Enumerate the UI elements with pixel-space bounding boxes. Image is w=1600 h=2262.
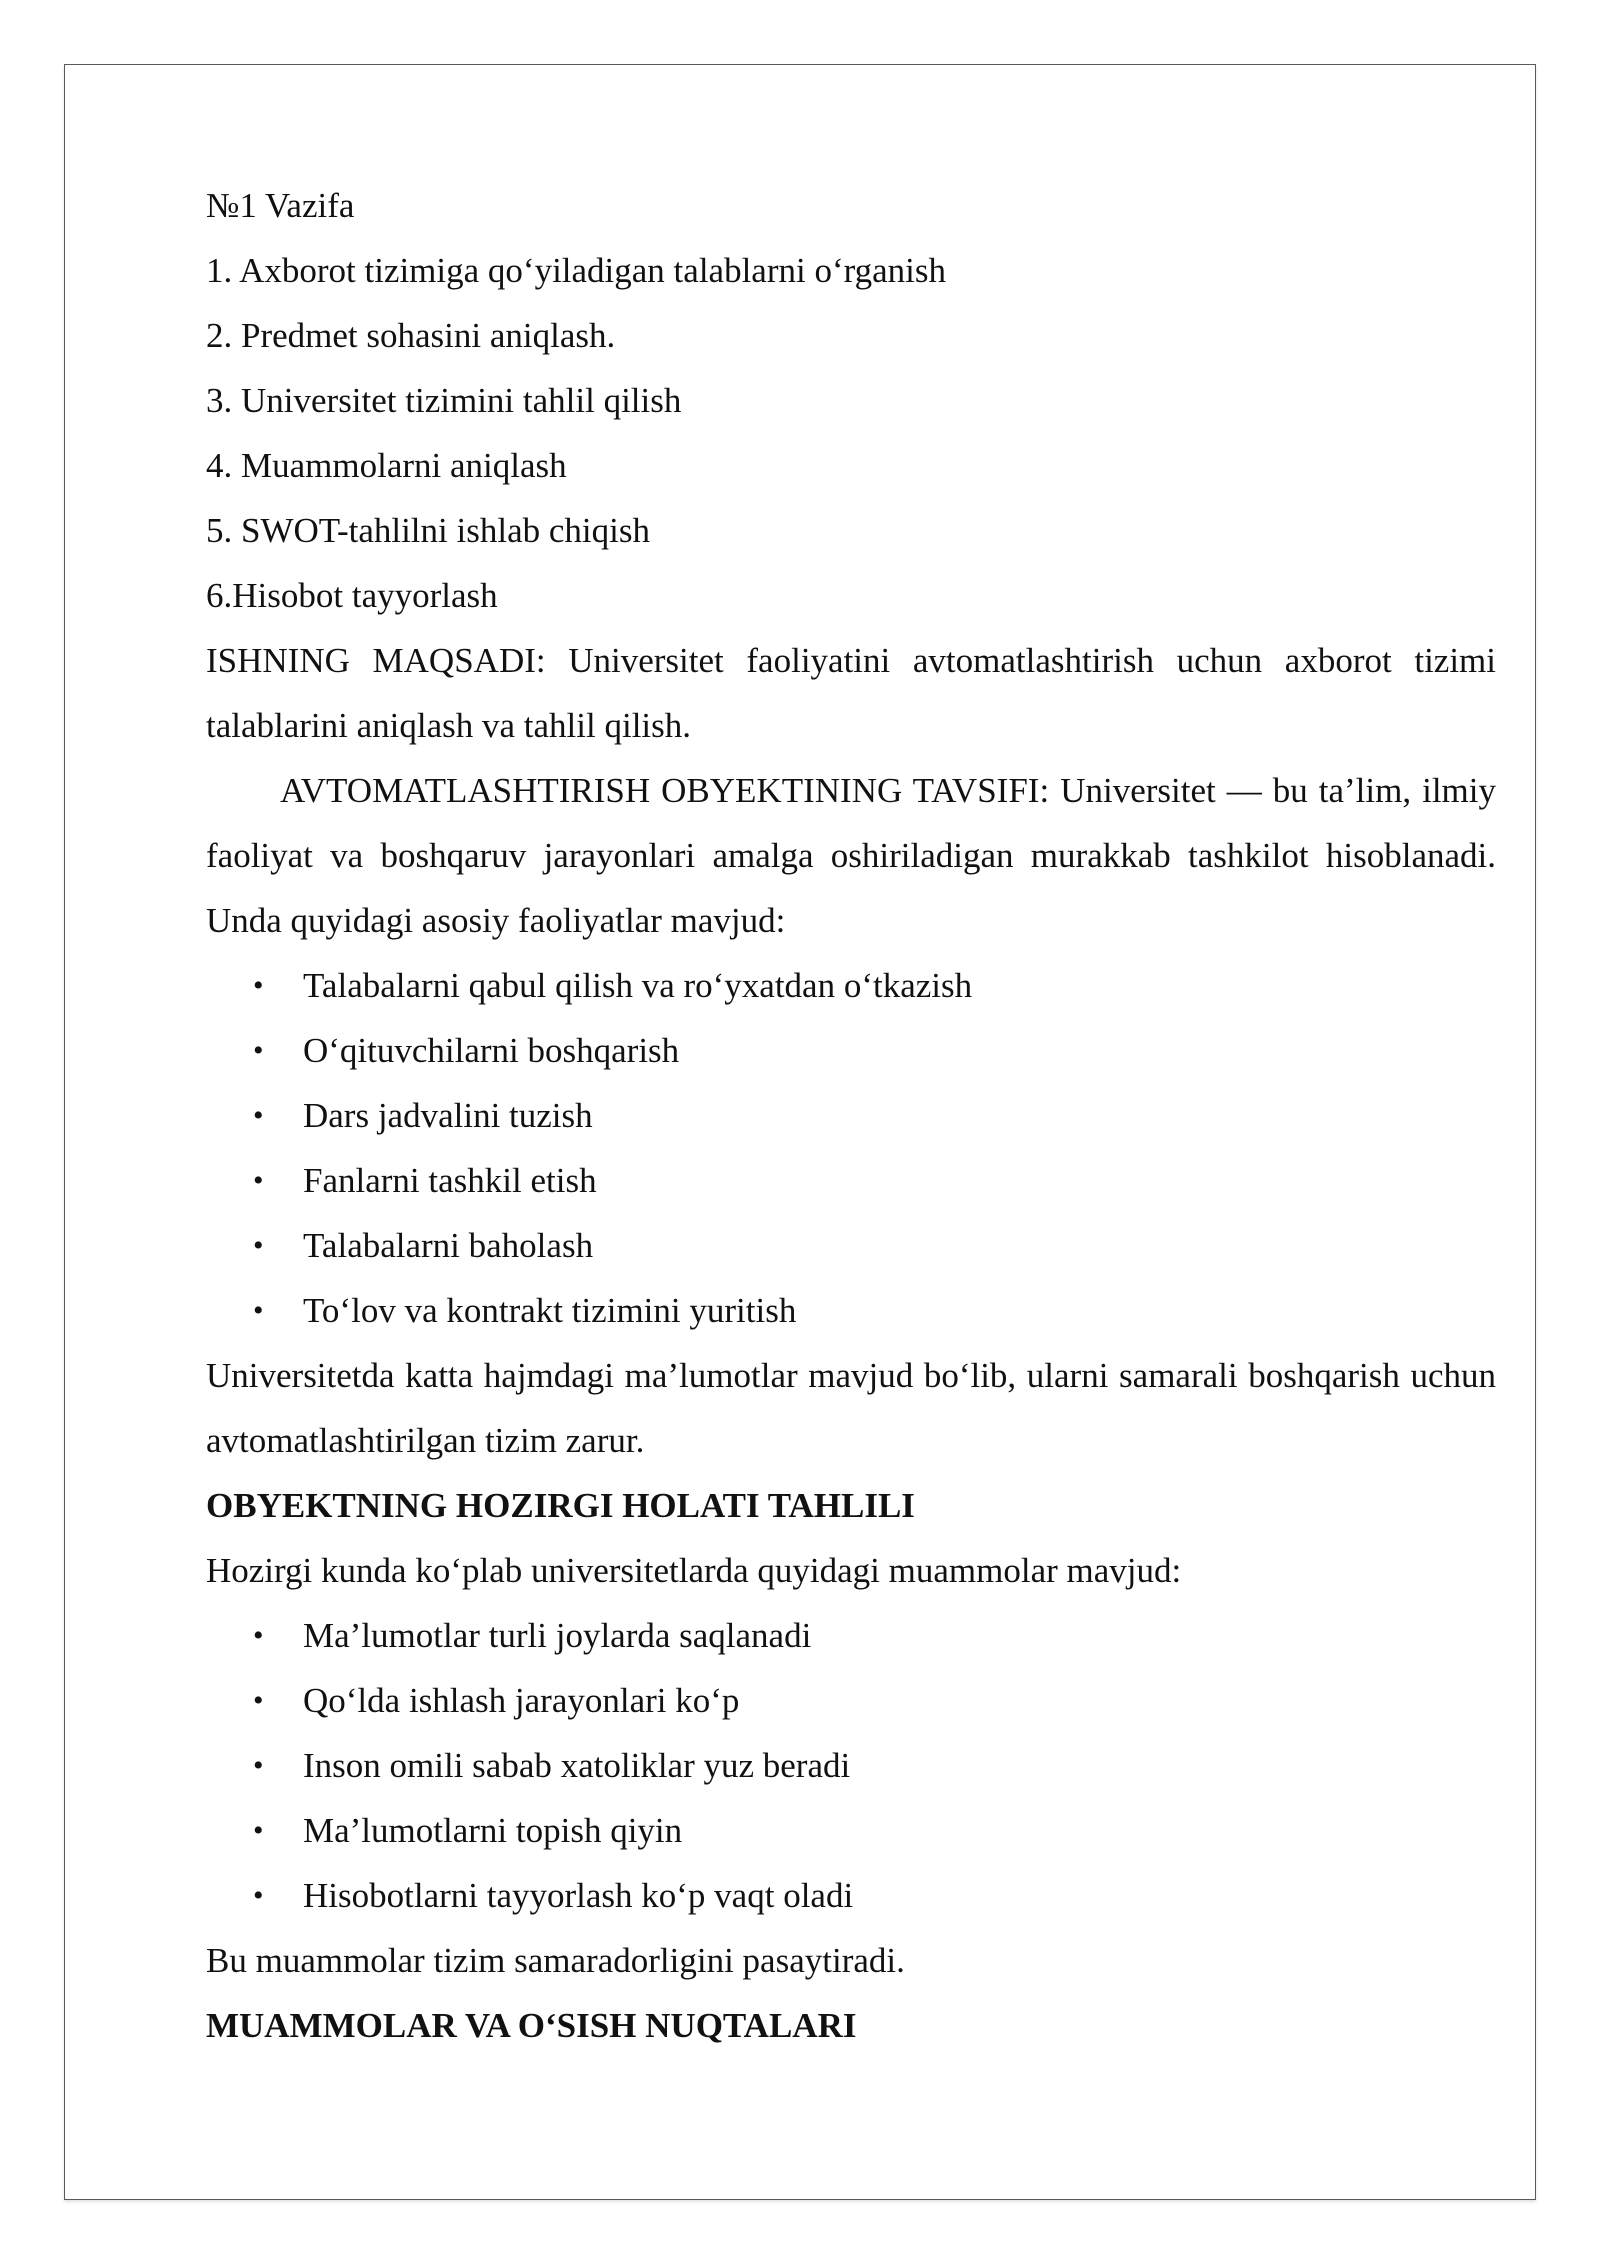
section-heading-growth: MUAMMOLAR VA O‘SISH NUQTALARI: [206, 2006, 857, 2045]
list-item-text: Talabalarni qabul qilish va ro‘yxatdan o‘tkazish: [303, 966, 973, 1005]
bullet-icon: •: [253, 1749, 264, 1782]
list-item-text: Ma’lumotlar turli joylarda saqlanadi: [303, 1616, 812, 1655]
list-item: [206, 1018, 1496, 1083]
list-item: [206, 1148, 1496, 1213]
bullet-icon: •: [253, 969, 264, 1002]
task-item: 1. Axborot tizimiga qo‘yiladigan talablarni o‘rganish: [206, 251, 947, 290]
bullet-icon: •: [253, 1684, 264, 1717]
list-item: [206, 953, 1496, 1018]
bullet-icon: •: [253, 1294, 264, 1327]
task-item: 4. Muammolarni aniqlash: [206, 446, 567, 485]
list-item-text: O‘qituvchilarni boshqarish: [303, 1031, 680, 1070]
document-body: [206, 173, 1496, 2058]
list-item-text: Ma’lumotlarni topish qiyin: [303, 1811, 683, 1850]
task-list: [206, 238, 1496, 628]
task-item: 2. Predmet sohasini aniqlash.: [206, 316, 616, 355]
list-item: [206, 1863, 1496, 1928]
list-item-text: Talabalarni baholash: [303, 1226, 594, 1265]
list-item-text: Inson omili sabab xatoliklar yuz beradi: [303, 1746, 851, 1785]
bullet-icon: •: [253, 1229, 264, 1262]
task-item: 5. SWOT-tahlilni ishlab chiqish: [206, 511, 650, 550]
bullet-icon: •: [253, 1619, 264, 1652]
list-item-text: Dars jadvalini tuzish: [303, 1096, 593, 1135]
list-item: [206, 1733, 1496, 1798]
list-item: [206, 1278, 1496, 1343]
list-item: [206, 1083, 1496, 1148]
activities-list: [206, 953, 1496, 1343]
list-item: [206, 1798, 1496, 1863]
section-heading-current-state: OBYEKTNING HOZIRGI HOLATI TAHLILI: [206, 1486, 915, 1525]
list-item-text: Qo‘lda ishlash jarayonlari ko‘p: [303, 1681, 740, 1720]
list-item-text: To‘lov va kontrakt tizimini yuritish: [303, 1291, 797, 1330]
bullet-icon: •: [253, 1879, 264, 1912]
document-title: №1 Vazifa: [206, 186, 355, 225]
object-description-paragraph: AVTOMATLASHTIRISH OBYEKTINING TAVSIFI: Universitet — bu ta’lim, ilmiy faoliyat va boshqaruv jarayonlari amalga oshiriladigan murakkab tashkilot hisoblanadi. Unda quyidagi asosiy faoliyatlar mavjud:: [206, 771, 1496, 940]
current-state-intro: Hozirgi kunda ko‘plab universitetlarda quyidagi muammolar mavjud:: [206, 1551, 1182, 1590]
list-item: [206, 1603, 1496, 1668]
bullet-icon: •: [253, 1814, 264, 1847]
list-item-text: Hisobotlarni tayyorlash ko‘p vaqt oladi: [303, 1876, 854, 1915]
bullet-icon: •: [253, 1034, 264, 1067]
list-item: [206, 1213, 1496, 1278]
task-item: 6.Hisobot tayyorlash: [206, 576, 498, 615]
list-item-text: Fanlarni tashkil etish: [303, 1161, 597, 1200]
bullet-icon: •: [253, 1099, 264, 1132]
data-volume-paragraph: Universitetda katta hajmdagi ma’lumotlar mavjud bo‘lib, ularni samarali boshqarish uchun avtomatlashtirilgan tizim zarur.: [206, 1356, 1496, 1460]
problems-list: [206, 1603, 1496, 1928]
goal-paragraph: ISHNING MAQSADI: Universitet faoliyatini avtomatlashtirish uchun axborot tizimi talablarini aniqlash va tahlil qilish.: [206, 641, 1496, 745]
list-item: [206, 1668, 1496, 1733]
task-item: 3. Universitet tizimini tahlil qilish: [206, 381, 682, 420]
problems-conclusion: Bu muammolar tizim samaradorligini pasaytiradi.: [206, 1941, 905, 1980]
bullet-icon: •: [253, 1164, 264, 1197]
